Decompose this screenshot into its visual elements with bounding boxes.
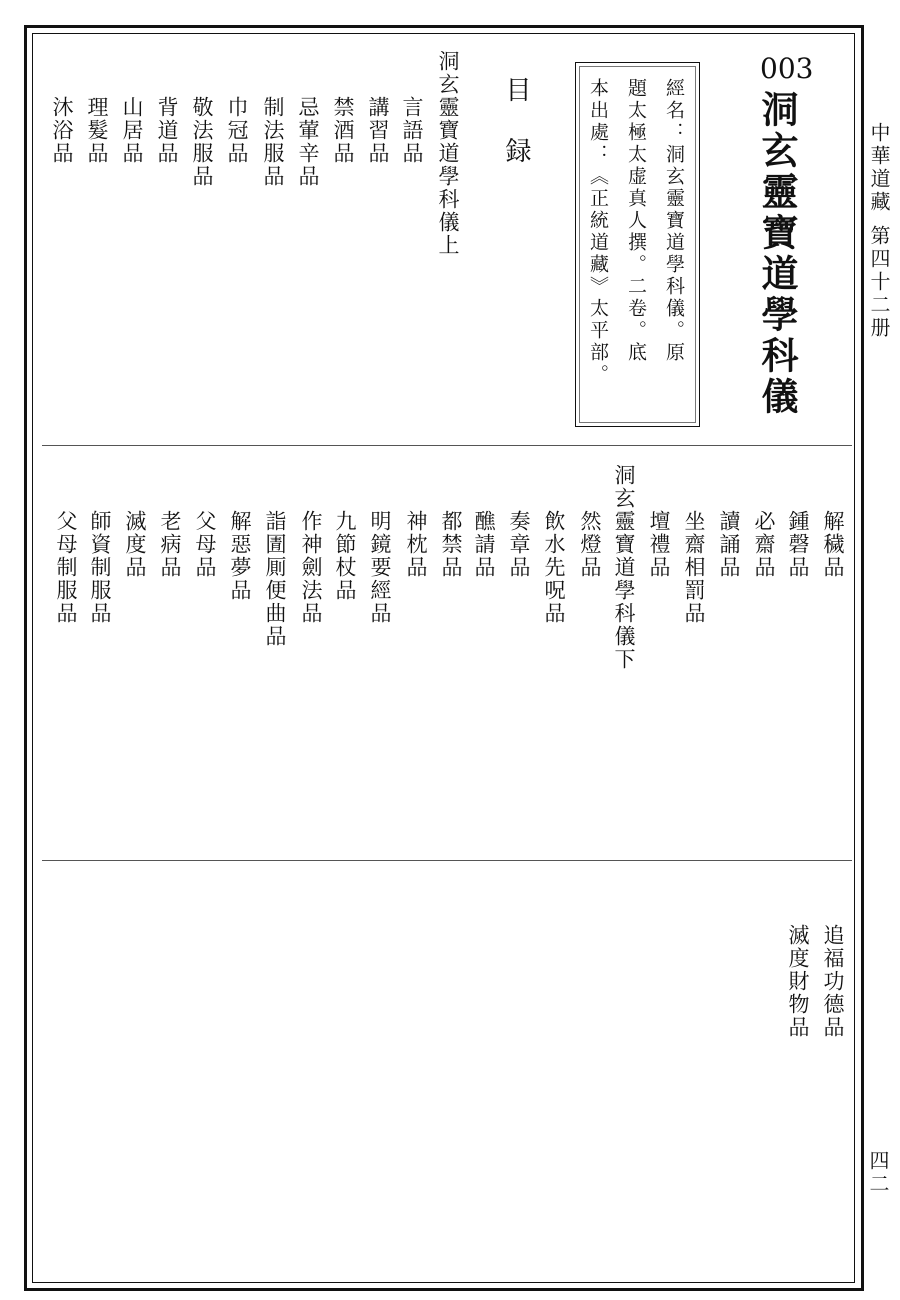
toc-item: 九節杖品: [333, 510, 357, 602]
toc-item: 禁酒品: [331, 96, 355, 165]
toc-item: 壇禮品: [647, 510, 671, 579]
toc-item: 敬法服品: [190, 96, 214, 188]
toc-item: 滅度品: [123, 510, 147, 579]
toc-item: 詣圊厠便曲品: [263, 510, 287, 648]
page-number: 四二: [866, 1150, 890, 1196]
toc-item: 父母制服品: [54, 510, 78, 625]
toc-item: 醮請品: [472, 510, 496, 579]
toc-item: 解惡夢品: [228, 510, 252, 602]
toc-item: 言語品: [400, 96, 424, 165]
toc-item: 明鏡要經品: [368, 510, 392, 625]
toc-item: 讀誦品: [717, 510, 741, 579]
toc-item: 滅度財物品: [786, 924, 810, 1039]
toc-item: 奏章品: [507, 510, 531, 579]
info-line-1: 經名：洞玄靈寶道學科儀。原: [663, 78, 685, 364]
toc-item: 鍾磬品: [786, 510, 810, 579]
section-divider-top: [42, 445, 852, 446]
toc-item: 理髮品: [85, 96, 109, 165]
volume-label: 第四十二册: [867, 225, 891, 340]
toc-item: 巾冠品: [225, 96, 249, 165]
toc-item: 必齋品: [752, 510, 776, 579]
toc-item: 作神劍法品: [299, 510, 323, 625]
toc-item: 山居品: [120, 96, 144, 165]
toc-item: 忌葷辛品: [296, 96, 320, 188]
toc-item: 然燈品: [578, 510, 602, 579]
toc-item: 制法服品: [261, 96, 285, 188]
toc-item: 追福功德品: [821, 924, 845, 1039]
part1-title: 洞玄靈寶道學科儀上: [436, 50, 460, 257]
toc-item: 神枕品: [404, 510, 428, 579]
part2-title: 洞玄靈寶道學科儀下: [612, 464, 636, 671]
info-line-2: 題太極太虚真人撰。二卷。底: [625, 78, 647, 364]
toc-item: 沐浴品: [50, 96, 74, 165]
toc-item: 坐齋相罰品: [682, 510, 706, 625]
toc-item: 飲水先呪品: [542, 510, 566, 625]
info-line-3: 本出處：《正統道藏》太平部。: [587, 78, 609, 386]
toc-item: 師資制服品: [88, 510, 112, 625]
toc-item: 解穢品: [821, 510, 845, 579]
section-divider-bottom: [42, 860, 852, 861]
document-number: 003: [760, 52, 814, 85]
toc-item: 講習品: [366, 96, 390, 165]
toc-heading-2: 録: [501, 137, 531, 163]
toc-item: 老病品: [158, 510, 182, 579]
document-title: 洞玄靈寶道學科儀: [755, 90, 799, 418]
collection-name: 中華道藏: [867, 122, 891, 214]
toc-item: 都禁品: [439, 510, 463, 579]
toc-item: 背道品: [155, 96, 179, 165]
toc-heading-1: 目: [501, 76, 531, 102]
toc-item: 父母品: [193, 510, 217, 579]
